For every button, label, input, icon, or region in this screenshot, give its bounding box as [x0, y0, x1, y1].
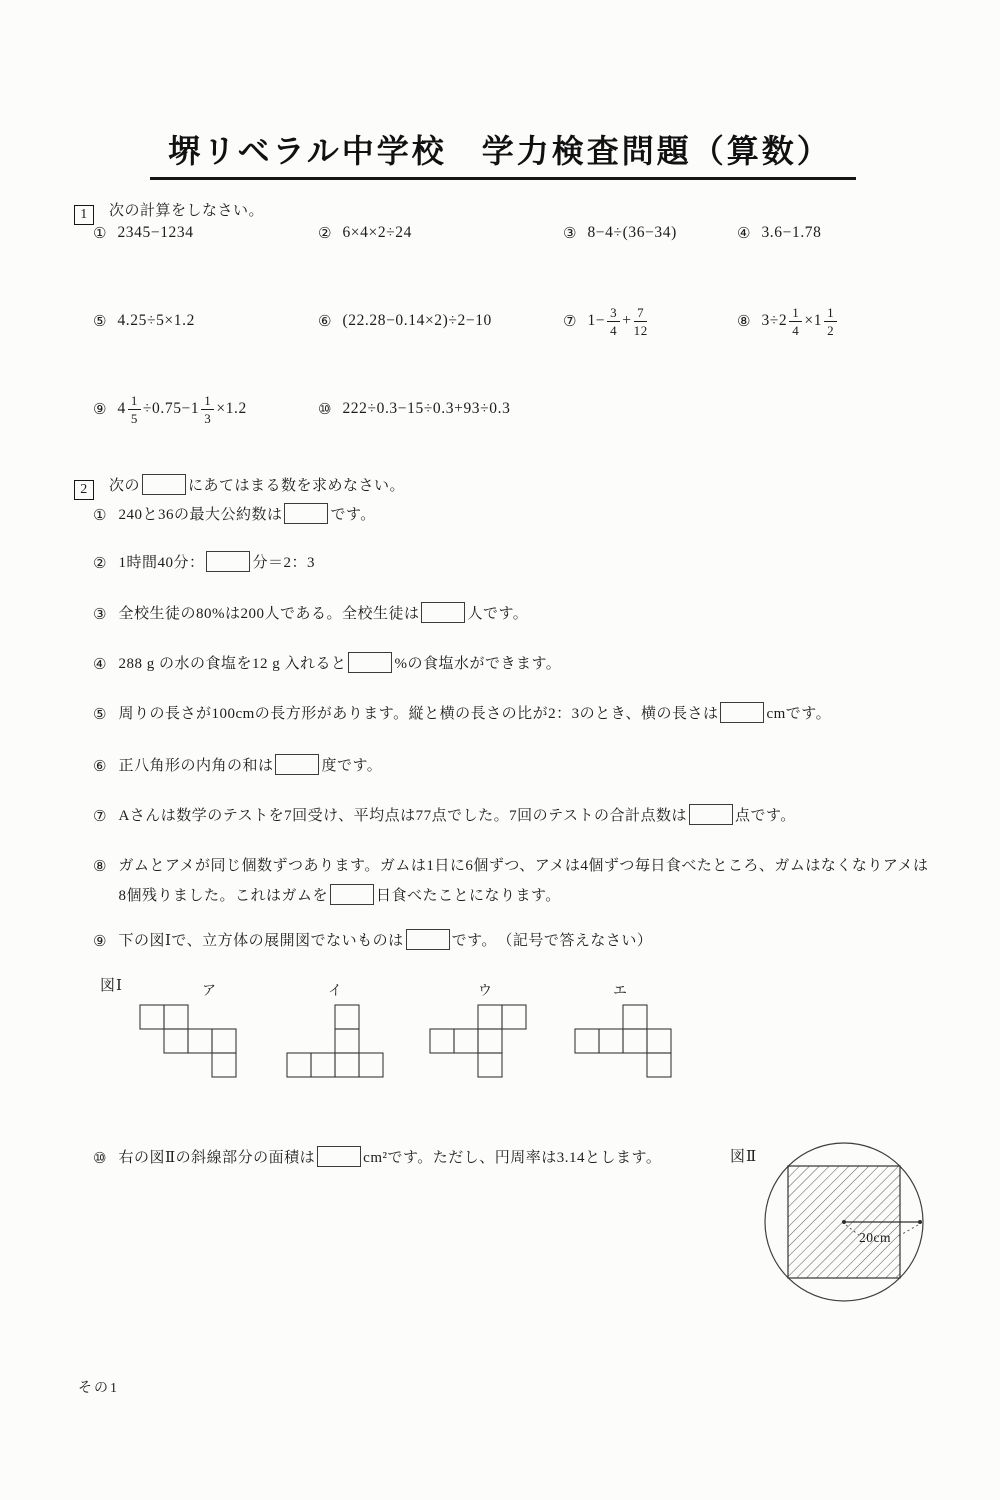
text-run: 1時間40分： [118, 555, 205, 571]
item-text [118, 599, 528, 629]
problem2-header [74, 474, 405, 500]
expression [117, 312, 195, 330]
fraction-numerator: 1 [128, 394, 141, 410]
answer-box [406, 929, 450, 950]
page-title: 堺リベラル中学校 学力検査問題（算数） [168, 133, 832, 169]
expression [117, 224, 193, 242]
net-cell [188, 1029, 212, 1053]
answer-box [348, 652, 392, 673]
fraction-numerator: 1 [201, 394, 214, 410]
fraction [201, 394, 214, 425]
page-footer: その1 [78, 1381, 119, 1396]
calc-item [318, 385, 510, 433]
calc-item [737, 224, 822, 242]
circled-number: ⑨ [93, 932, 107, 950]
edge-dot [918, 1220, 922, 1224]
circled-number: ⑥ [93, 757, 107, 775]
net-cell [335, 1053, 359, 1077]
net-cell [335, 1029, 359, 1053]
circled-number: ⑦ [563, 312, 577, 330]
fill-item [93, 855, 973, 911]
text-run: 分＝2：3 [252, 555, 315, 571]
expression [761, 224, 821, 242]
item-text [118, 500, 375, 530]
fill-item [93, 755, 973, 781]
fill-item [93, 930, 973, 956]
text-run: です。 [330, 507, 376, 523]
text-run: 点です。 [735, 808, 796, 824]
calc-item [318, 297, 492, 345]
answer-box [330, 884, 374, 905]
circled-number: ① [93, 506, 107, 524]
answer-box [284, 503, 328, 524]
problem1-instruction: 次の計算をしなさい。 [109, 203, 265, 219]
calc-item [93, 297, 195, 345]
item-text [118, 851, 933, 911]
text-run: 全校生徒の80%は200人である。全校生徒は [118, 606, 420, 622]
net-cell [623, 1029, 647, 1053]
net-label: ウ [478, 984, 492, 999]
net-cell [502, 1005, 526, 1029]
text-run: 4 [117, 400, 126, 417]
calc-item [93, 385, 247, 433]
circled-number: ⑧ [93, 857, 107, 875]
expression [587, 224, 676, 242]
fraction-denominator: 4 [610, 322, 618, 338]
answer-box [206, 551, 250, 572]
item-text [118, 801, 795, 831]
net-cell [164, 1005, 188, 1029]
text-run: です。 （記号で答えなさい） [451, 933, 653, 949]
calc-item [318, 224, 412, 242]
text-run: 人です。 [467, 606, 529, 622]
text-run: 1− [587, 312, 606, 329]
text-run: + [622, 312, 632, 329]
answer-box [720, 702, 764, 723]
text-run: 288 g の水の食塩を12 g 入れると [118, 656, 347, 672]
circled-number: ⑩ [93, 1149, 107, 1167]
calc-item [563, 297, 650, 345]
problem1-badge: 1 [74, 205, 94, 225]
item-text [118, 751, 382, 781]
net-cell [647, 1053, 671, 1077]
net-cell [454, 1029, 478, 1053]
net-label: エ [613, 984, 627, 999]
text-run: 下の図Ⅰで、立方体の展開図でないものは [118, 933, 404, 949]
item-text [118, 548, 315, 578]
item-text [118, 926, 652, 956]
fill-item [93, 703, 973, 729]
expression [342, 400, 510, 418]
fraction-numerator: 1 [789, 306, 802, 322]
fraction-numerator: 3 [607, 306, 620, 322]
fill-item [93, 603, 973, 629]
text-run: 次の [109, 478, 141, 494]
title-underline [150, 177, 856, 180]
text-run: 6×4×2÷24 [342, 224, 412, 241]
circled-number: ③ [93, 605, 107, 623]
text-run: cmです。 [766, 706, 832, 722]
text-run: ×1 [804, 312, 823, 329]
center-dot [842, 1220, 846, 1224]
circled-number: ⑦ [93, 807, 107, 825]
calc-item [563, 224, 677, 242]
net-cell [212, 1029, 236, 1053]
fraction-denominator: 4 [792, 322, 800, 338]
answer-box [689, 804, 733, 825]
fill-item [93, 1147, 753, 1173]
text-run: 3÷2 [761, 312, 788, 329]
net-label: ア [202, 984, 216, 999]
text-run: Aさんは数学のテストを7回受け、平均点は77点でした。7回のテストの合計点数は [118, 808, 687, 824]
text-run: 周りの長さが100cmの長方形があります。縦と横の長さの比が2：3のとき、横の長さは [118, 706, 719, 722]
text-run: (22.28−0.14×2)÷2−10 [342, 312, 492, 329]
answer-box [421, 602, 465, 623]
circled-number: ⑤ [93, 312, 107, 330]
text-run: %の食塩水ができます。 [394, 656, 562, 672]
net-cell [359, 1053, 383, 1077]
problem2-badge: 2 [74, 480, 94, 500]
circled-number: ⑩ [318, 400, 332, 418]
figure2-circle-diagram [760, 1136, 932, 1308]
circled-number: ② [318, 224, 332, 242]
fraction-numerator: 7 [634, 306, 647, 322]
net-cell [478, 1053, 502, 1077]
net-cell [647, 1029, 671, 1053]
answer-box [317, 1146, 361, 1167]
fraction-denominator: 3 [204, 410, 212, 426]
net-cell [212, 1053, 236, 1077]
circled-number: ④ [93, 655, 107, 673]
fraction-denominator: 12 [633, 322, 648, 338]
text-run: にあてはまる数を求めなさい。 [188, 478, 406, 494]
net-cell [335, 1005, 359, 1029]
circled-number: ① [93, 224, 107, 242]
net-cell [478, 1029, 502, 1053]
fill-item [93, 805, 973, 831]
net-cell [575, 1029, 599, 1053]
text-run: ÷0.75−1 [142, 400, 200, 417]
text-run: 2345−1234 [117, 224, 194, 241]
circled-number: ⑤ [93, 705, 107, 723]
circled-number: ⑧ [737, 312, 751, 330]
answer-box [142, 474, 186, 495]
calc-item [93, 224, 194, 242]
net-cell [311, 1053, 335, 1077]
figure1-label: 図Ⅰ [100, 978, 123, 994]
fill-item [93, 504, 973, 530]
text-run: 日食べたことになります。 [375, 888, 561, 904]
net-label: イ [328, 984, 342, 999]
expression [761, 306, 839, 337]
figure1-nets [130, 983, 690, 1095]
answer-box [275, 754, 319, 775]
text-run: 4.25÷5×1.2 [117, 312, 195, 329]
text-run: 度です。 [321, 758, 383, 774]
problem1-header [74, 199, 264, 225]
text-run: 右の図Ⅱの斜線部分の面積は [118, 1150, 316, 1166]
item-text [118, 699, 831, 729]
text-run: cm²です。ただし、円周率は3.14とします。 [363, 1150, 662, 1166]
expression [587, 306, 649, 337]
text-run: 8−4÷(36−34) [587, 224, 677, 241]
fill-item [93, 653, 973, 679]
fraction-denominator: 2 [827, 322, 835, 338]
expression [117, 394, 246, 425]
circled-number: ⑨ [93, 400, 107, 418]
circled-number: ② [93, 554, 107, 572]
text-run: 222÷0.3−15÷0.3+93÷0.3 [342, 400, 511, 417]
figure2-label: 図Ⅱ [730, 1149, 758, 1165]
net-cell [287, 1053, 311, 1077]
problem2-instruction [109, 478, 405, 494]
fraction [824, 306, 837, 337]
item-text [118, 649, 561, 679]
fraction [128, 394, 141, 425]
fraction-numerator: 1 [824, 306, 837, 322]
fraction-denominator: 5 [130, 410, 138, 426]
text-run: 240と36の最大公約数は [118, 507, 283, 523]
net-cell [623, 1005, 647, 1029]
text-run: ×1.2 [216, 400, 247, 417]
net-cell [164, 1029, 188, 1053]
circled-number: ③ [563, 224, 577, 242]
item-text [118, 1143, 661, 1173]
fraction [634, 306, 648, 337]
text-run: 3.6−1.78 [761, 224, 822, 241]
calc-item [737, 297, 839, 345]
fraction [607, 306, 620, 337]
net-cell [599, 1029, 623, 1053]
figure2-dim-label: 20cm [859, 1230, 891, 1245]
fill-item [93, 552, 973, 578]
fraction [789, 306, 802, 337]
text-run: 正八角形の内角の和は [118, 758, 274, 774]
expression [342, 224, 412, 242]
net-cell [478, 1005, 502, 1029]
circled-number: ⑥ [318, 312, 332, 330]
expression [342, 312, 491, 330]
net-cell [430, 1029, 454, 1053]
circled-number: ④ [737, 224, 751, 242]
net-cell [140, 1005, 164, 1029]
text-run: ガムとアメが同じ個数ずつあります。ガムは1日に6個ずつ、アメは4個ずつ毎日食べたところ、ガムはなくなりアメは8個残りました。これはガムを [118, 858, 929, 904]
